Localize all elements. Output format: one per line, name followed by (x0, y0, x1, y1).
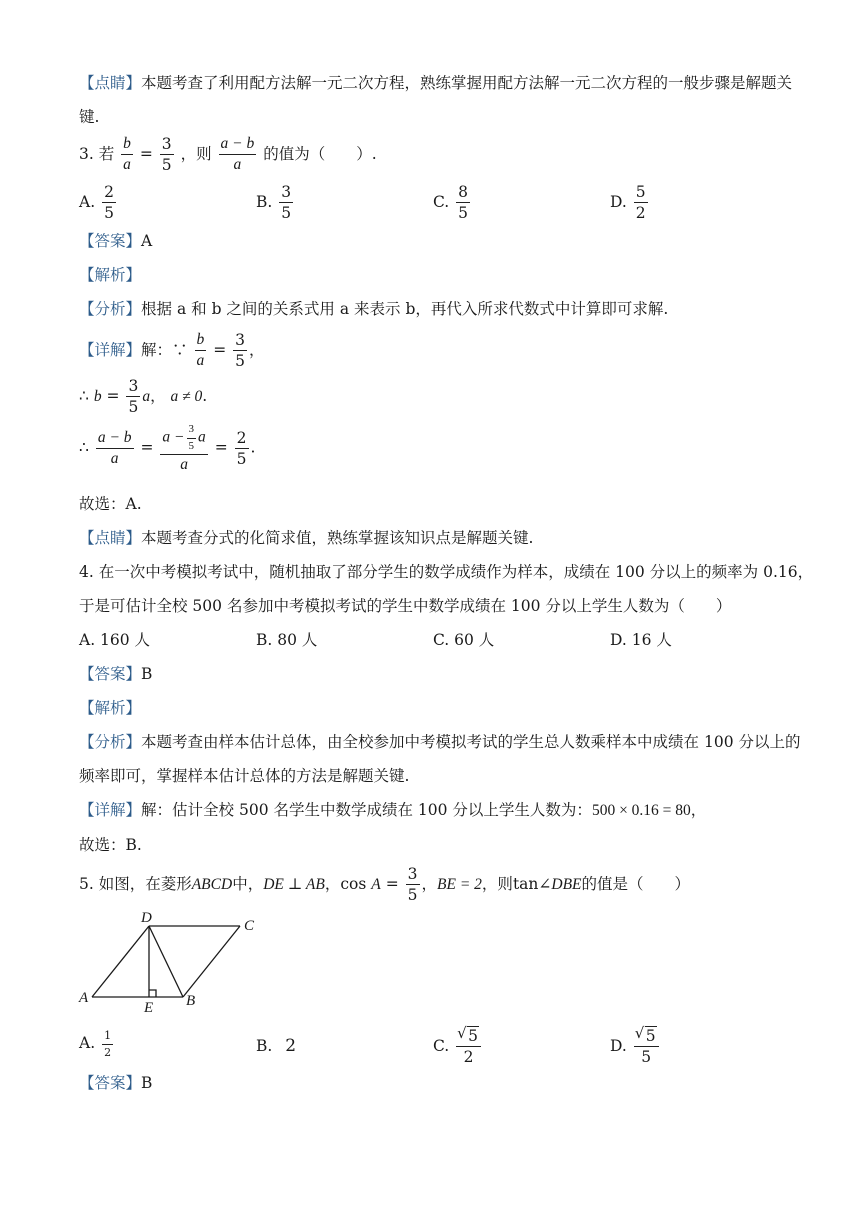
q4-option-c: C. 60 人 (433, 631, 495, 649)
q4-fenxi-continuation: 频率即可，掌握样本估计总体的方法是解题关键. (79, 767, 410, 785)
rhombus-figure (70, 908, 270, 1018)
q3-xiangjie-line2: ∴ b = $\frac{3}{5}$ a， a ≠ 0. (79, 377, 208, 417)
q5-option-d: D. √ $\frac{5}{5}$ (610, 1028, 661, 1066)
q3-option-d: D. $\frac{5}{2}$ (610, 183, 646, 223)
question-3-stem: 3. 若 $\frac{b}{a}$ = $\frac{3}{5}$ ，则 $\frac{a - b}{a}$ 的值为（ ）. (79, 135, 377, 175)
dianjing-tag: 【点睛】 (79, 74, 142, 92)
label-b: B (186, 993, 196, 1009)
q3-option-b: B. $\frac{3}{5}$ (256, 183, 292, 223)
label-c: C (244, 918, 255, 934)
q4-answer: 【答案】B (79, 665, 153, 683)
label-a: A (79, 990, 89, 1006)
q4-fenxi: 【分析】本题考查由样本估计总体，由全校参加中考模拟考试的学生总人数乘样本中成绩在 100 分以上的 (79, 733, 801, 751)
side-bc (183, 926, 240, 997)
q5-answer: 【答案】B (79, 1074, 153, 1092)
question-4-line2: 于是可估计全校 500 名参加中考模拟考试的学生中数学成绩在 100 分以上学生人数为（ ） (79, 597, 732, 615)
q4-guxuan: 故选：B. (79, 836, 142, 854)
label-e: E (144, 1000, 154, 1016)
q5-option-a: A. $\frac{1}{2}$ (79, 1029, 112, 1059)
q3-option-a: A. $\frac{2}{5}$ (79, 183, 114, 223)
q3-dianjing: 【点睛】本题考查分式的化简求值，熟练掌握该知识点是解题关键. (79, 529, 534, 547)
q5-option-c: C. √ $\frac{5}{2}$ (433, 1028, 483, 1066)
dianjing-continuation: 键. (79, 108, 100, 126)
right-angle-mark (149, 990, 156, 997)
q3-option-c: C. $\frac{8}{5}$ (433, 183, 469, 223)
q3-xiangjie-line1: 【详解】解：∵ $\frac{b}{a}$ = $\frac{3}{5}$ ， (79, 331, 265, 371)
q4-option-d: D. 16 人 (610, 631, 672, 649)
segment-db (149, 926, 183, 997)
question-5-stem: 5. 如图，在菱形ABCD中，DE ⊥ AB，cos A = $\frac{3}{5}$ ，BE = 2，则tan∠DBE的值是（ ） (79, 865, 691, 905)
q3-jiexi-tag: 【解析】 (79, 266, 142, 284)
q3-xiangjie-line3: ∴ $\frac{a - b}{a}$ = a − $\frac{3}{5}$ a a = $\frac{2}{5}$ . (79, 423, 256, 474)
q3-guxuan: 故选：A. (79, 495, 142, 513)
dianjing-paragraph: 【点睛】本题考查了利用配方法解一元二次方程，熟练掌握用配方法解一元二次方程的一般步骤是解题关 (79, 74, 793, 92)
q3-answer: 【答案】A (79, 232, 153, 250)
q4-jiexi-tag: 【解析】 (79, 699, 142, 717)
q5-option-b: B. 2 (256, 1036, 297, 1056)
q4-xiangjie: 【详解】解：估计全校 500 名学生中数学成绩在 100 分以上学生人数为：500 × 0.16 = 80， (79, 801, 707, 819)
q4-option-b: B. 80 人 (256, 631, 318, 649)
q4-option-a: A. 160 人 (79, 631, 151, 649)
label-d: D (141, 910, 152, 926)
q3-fenxi: 【分析】根据 a 和 b 之间的关系式用 a 来表示 b，再代入所求代数式中计算即可求解. (79, 300, 669, 318)
side-ad (92, 926, 149, 997)
question-4-line1: 4. 在一次中考模拟考试中，随机抽取了部分学生的数学成绩作为样本，成绩在 100 分以上的频率为 0.16， (79, 563, 814, 581)
